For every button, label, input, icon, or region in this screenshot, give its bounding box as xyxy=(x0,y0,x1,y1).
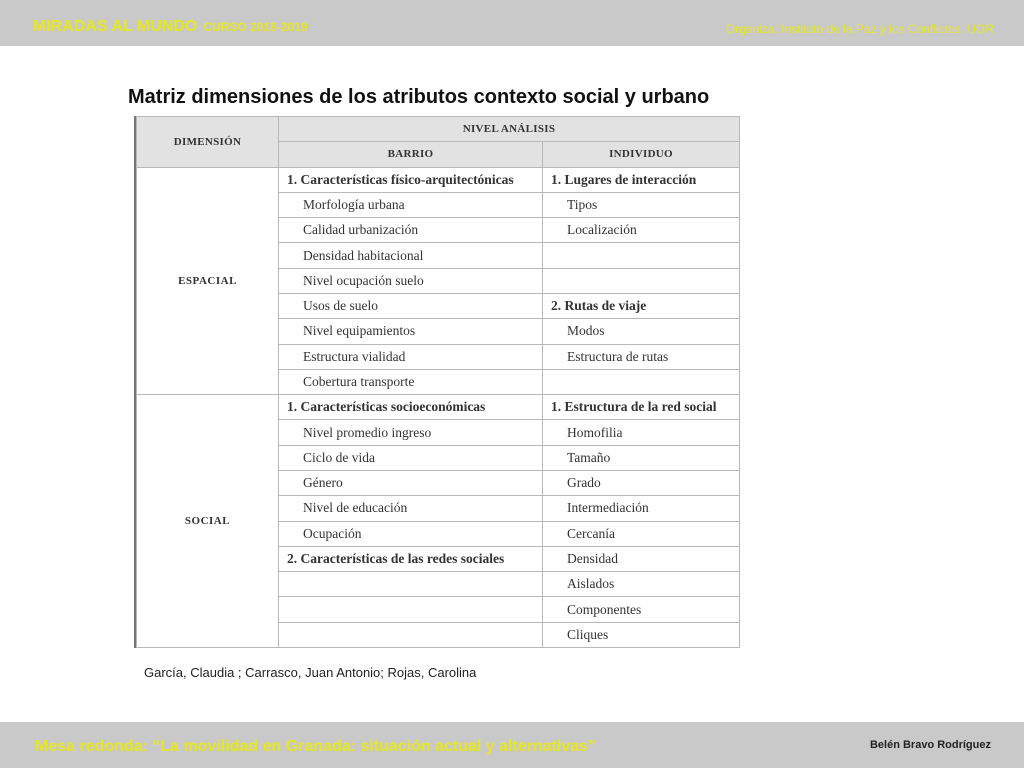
footer-bar xyxy=(0,722,1024,768)
barrio-cell: Cobertura transporte xyxy=(279,369,543,394)
individuo-cell: Densidad xyxy=(543,546,740,571)
individuo-cell: Cliques xyxy=(543,622,740,647)
barrio-cell: Nivel promedio ingreso xyxy=(279,420,543,445)
barrio-cell: Nivel equipamientos xyxy=(279,319,543,344)
header-barrio: BARRIO xyxy=(279,142,543,167)
matrix-table-container xyxy=(134,116,740,648)
barrio-cell: 2. Características de las redes sociales xyxy=(279,546,543,571)
barrio-cell: 1. Características físico-arquitectónicas xyxy=(279,167,543,192)
barrio-cell: Estructura vialidad xyxy=(279,344,543,369)
espacial-section xyxy=(137,167,740,395)
individuo-cell: Localización xyxy=(543,218,740,243)
organizer-label: Organiza: Instituto de la Paz y los Conflictos. UGR xyxy=(725,22,994,36)
barrio-cell xyxy=(279,572,543,597)
barrio-cell: Ocupación xyxy=(279,521,543,546)
individuo-cell: Homofilia xyxy=(543,420,740,445)
individuo-cell: Tipos xyxy=(543,192,740,217)
matrix-table xyxy=(136,116,740,648)
social-section xyxy=(137,395,740,648)
header-level: NIVEL ANÁLISIS xyxy=(279,117,740,142)
individuo-cell: 2. Rutas de viaje xyxy=(543,293,740,318)
individuo-cell: Modos xyxy=(543,319,740,344)
table-row xyxy=(137,167,740,192)
individuo-cell: Tamaño xyxy=(543,445,740,470)
brand-name: MIRADAS AL MUNDO xyxy=(33,18,198,35)
individuo-cell: 1. Lugares de interacción xyxy=(543,167,740,192)
barrio-cell xyxy=(279,622,543,647)
individuo-cell: Grado xyxy=(543,470,740,495)
header-dimension: DIMENSIÓN xyxy=(137,117,279,168)
barrio-cell: Morfología urbana xyxy=(279,192,543,217)
barrio-cell: Nivel ocupación suelo xyxy=(279,268,543,293)
individuo-cell: Cercanía xyxy=(543,521,740,546)
table-row xyxy=(137,395,740,420)
header-individuo: INDIVIDUO xyxy=(543,142,740,167)
individuo-cell: Estructura de rutas xyxy=(543,344,740,369)
barrio-cell: Género xyxy=(279,470,543,495)
course-label: CURSO 2018-2019 xyxy=(203,20,308,34)
slide-title: Matriz dimensiones de los atributos contexto social y urbano xyxy=(128,86,710,108)
brand xyxy=(33,18,308,36)
barrio-cell: Nivel de educación xyxy=(279,496,543,521)
barrio-cell: Densidad habitacional xyxy=(279,243,543,268)
individuo-cell xyxy=(543,243,740,268)
footer-title: Mesa redonda: “La movilidad en Granada: situación actual y alternativas” xyxy=(35,738,597,755)
barrio-cell: 1. Características socioeconómicas xyxy=(279,395,543,420)
individuo-cell xyxy=(543,268,740,293)
dimension-espacial: ESPACIAL xyxy=(137,167,279,395)
header-bar xyxy=(0,0,1024,46)
table-header-row xyxy=(137,117,740,142)
barrio-cell: Calidad urbanización xyxy=(279,218,543,243)
individuo-cell: Componentes xyxy=(543,597,740,622)
individuo-cell: Intermediación xyxy=(543,496,740,521)
barrio-cell: Usos de suelo xyxy=(279,293,543,318)
individuo-cell xyxy=(543,369,740,394)
individuo-cell: Aislados xyxy=(543,572,740,597)
dimension-social: SOCIAL xyxy=(137,395,279,648)
individuo-cell: 1. Estructura de la red social xyxy=(543,395,740,420)
barrio-cell: Ciclo de vida xyxy=(279,445,543,470)
barrio-cell xyxy=(279,597,543,622)
citation: García, Claudia ; Carrasco, Juan Antonio; Rojas, Carolina xyxy=(144,665,477,680)
author-name: Belén Bravo Rodríguez xyxy=(869,739,991,751)
